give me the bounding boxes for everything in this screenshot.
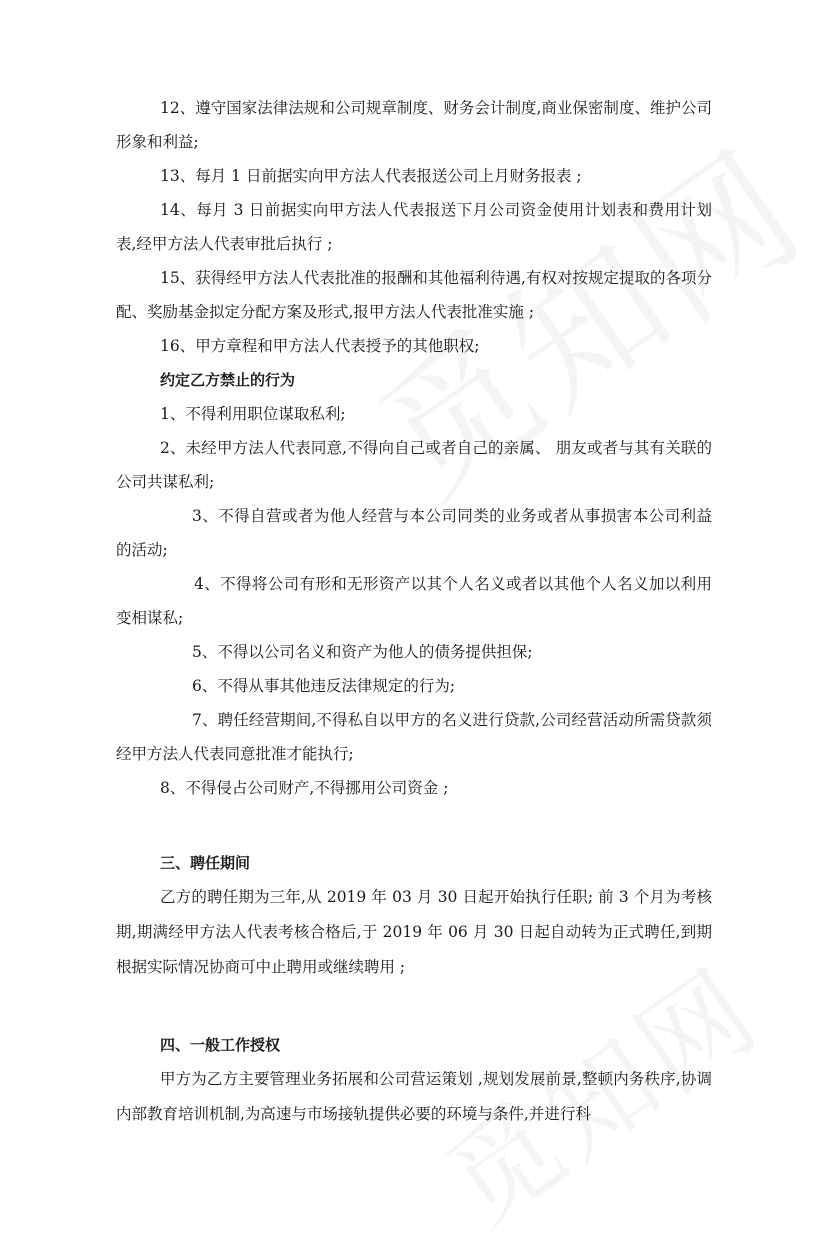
clause-15: 15、获得经甲方法人代表批准的报酬和其他福利待遇,有权对按规定提取的各项分配、奖励基金拟定分配方案及形式,报甲方法人代表批准实施 ; [116, 269, 712, 321]
clause-13: 13、每月 1 日前据实向甲方法人代表报送公司上月财务报表 ; [160, 167, 582, 185]
prohibited-item-7: 7、聘任经营期间,不得私自以甲方的名义进行贷款,公司经营活动所需贷款须经甲方法人代表同意批准才能执行; [116, 711, 712, 763]
section-4-title: 四、一般工作授权 [160, 1036, 281, 1054]
clause-16: 16、甲方章程和甲方法人代表授予的其他职权; [160, 337, 480, 355]
prohibited-item-2: 2、未经甲方法人代表同意,不得向自己或者自己的亲属、 朋友或者与其有关联的公司共谋私利; [116, 439, 712, 491]
clause-12: 12、遵守国家法律法规和公司规章制度、财务会计制度,商业保密制度、维护公司形象和利益; [116, 99, 712, 151]
prohibited-item-4: 4、不得将公司有形和无形资产以其个人名义或者以其他个人名义加以利用变相谋私; [116, 575, 712, 627]
prohibited-item-5: 5、不得以公司名义和资产为他人的债务提供担保; [192, 643, 533, 661]
prohibited-heading: 约定乙方禁止的行为 [160, 371, 296, 389]
prohibited-item-6: 6、不得从事其他违反法律规定的行为; [192, 677, 456, 695]
prohibited-item-3: 3、不得自营或者为他人经营与本公司同类的业务或者从事损害本公司利益的活动; [116, 507, 712, 559]
section-3-body: 乙方的聘任期为三年,从 2019 年 03 月 30 日起开始执行任职; 前 3 个月为考核期,期满经甲方法人代表考核合格后,于 2019 年 06 月 30 日起自动转为正式聘任,到期根据实际情况协商可中止聘用或继续聘用 ; [116, 888, 712, 976]
document-body [116, 91, 712, 1132]
section-3-title: 三、聘任期间 [160, 854, 251, 872]
clause-14: 14、每月 3 日前据实向甲方法人代表报送下月公司资金使用计划表和费用计划表,经甲方法人代表审批后执行 ; [116, 201, 712, 253]
section-4-body: 甲方为乙方主要管理业务拓展和公司营运策划 ,规划发展前景,整顿内务秩序,协调内部教育培训机制,为高速与市场接轨提供必要的环境与条件,并进行科 [116, 1070, 712, 1123]
prohibited-item-8: 8、不得侵占公司财产,不得挪用公司资金 ; [160, 779, 449, 797]
prohibited-item-1: 1、不得利用职位谋取私利; [160, 405, 346, 423]
